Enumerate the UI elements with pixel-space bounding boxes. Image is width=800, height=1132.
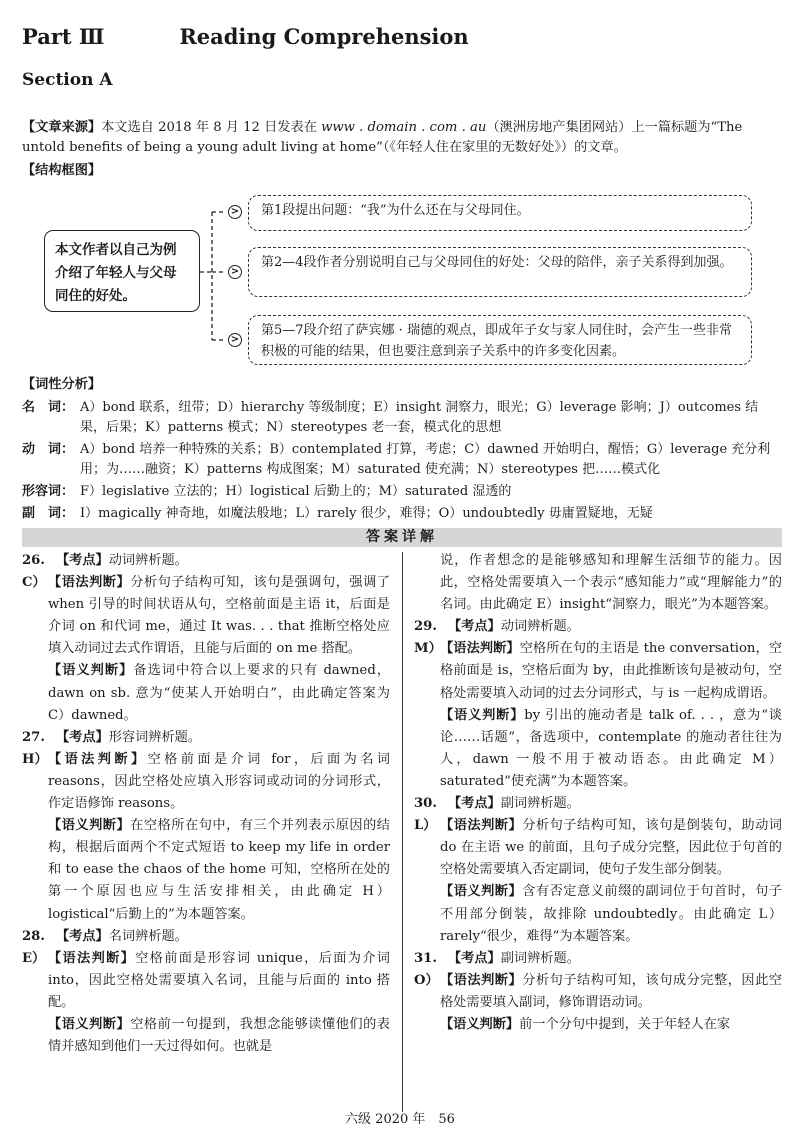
word-class-row-noun: [22, 398, 782, 438]
word-class-row-label: 名 词：: [22, 400, 75, 415]
question-31-topic: 31. 【考点】副词辨析题。: [414, 948, 782, 970]
question-30-semantic: 【语义判断】含有否定意义前缀的副词位于句首时，句子不用部分倒装，故排除 undoubtedly。由此确定 L）rarely“很少，难得”为本题答案。: [440, 884, 782, 944]
question-27-grammar: H） 【语法判断】空格前面是介词 for，后面为名词 reasons，因此空格处应填入形容词或动词的分词形式，作定语修饰 reasons。: [22, 749, 390, 815]
source-text-1: 本文选自 2018 年 8 月 12 日发表在: [101, 120, 322, 135]
question-30-topic: 30. 【考点】副词辨析题。: [414, 793, 782, 815]
answer-key: E）: [22, 950, 46, 966]
question-28-semantic: 【语义判断】空格前一句提到，我想念能够读懂他们的表情并感知到他们一天过得如何。也就是: [48, 1016, 390, 1055]
source-text-2: （澳洲房地产集团网站）上一篇标题为“The untold benefits of being a young adult living at home”（《年轻人住在家里的无数好处》）的文章。: [22, 120, 743, 155]
answer-column-right: [414, 550, 782, 1036]
arrow-right-icon: >: [228, 205, 242, 219]
source-label: 【文章来源】: [22, 120, 102, 135]
answer-column-left: [22, 550, 390, 1058]
question-27-semantic: 【语义判断】在空格所在句中，有三个并列表示原因的结构，根据后面两个不定式短语 to keep my life in order 和 to ease the chaos of the home 可知，空格所在处的第一个原因也应与生活安排相关，由此确定 H）logistical“后勤上的”为本题答案。: [48, 818, 390, 922]
word-class-row-label: 副 词：: [22, 506, 75, 521]
question-29-grammar: M） 【语法判断】空格所在句的主语是 the conversation，空格前面是 is，空格后面为 by，由此推断该句是被动句，空格处需要填入动词的过去分词形式，与 is 一起构成谓语。: [414, 638, 782, 704]
question-26-topic: 26. 【考点】动词辨析题。: [22, 550, 390, 572]
answer-key: C）: [22, 575, 46, 591]
answer-key: O）: [414, 972, 439, 988]
section-title: Section A: [22, 70, 113, 90]
page-footer: 六级 2020 年 56: [345, 1112, 455, 1127]
word-class-row-content: A）bond 培养一种特殊的关系；B）contemplated 打算，考虑；C）dawned 开始明白，醒悟；G）leverage 充分利用；为……融资；K）patterns 构成图案；M）saturated 使充满；N）stereotypes 把……模式化: [80, 442, 771, 477]
part-heading: [22, 24, 469, 49]
question-28-grammar: E） 【语法判断】空格前面是形容词 unique，后面为介词 into，因此空格处需要填入名词，且能与后面的 into 搭配。: [22, 948, 390, 1014]
word-class-row-content: I）magically 神奇地，如魔法般地；L）rarely 很少，难得；O）undoubtedly 毋庸置疑地，无疑: [80, 506, 653, 521]
part-label: Part Ⅲ: [22, 24, 105, 49]
question-26-semantic: 【语义判断】备选词中符合以上要求的只有 dawned，dawn on sb. 意为“使某人开始明白”，由此确定答案为 C）dawned。: [48, 663, 391, 723]
answer-key: H）: [22, 751, 48, 767]
question-29-topic: 29. 【考点】动词辨析题。: [414, 616, 782, 638]
word-class-row-label: 形容词：: [22, 484, 75, 499]
word-class-row-content: A）bond 联系，纽带；D）hierarchy 等级制度；E）insight 洞察力，眼光；G）leverage 影响；J）outcomes 结果，后果；K）patterns 模式；N）stereotypes 老一套，模式化的思想: [80, 400, 759, 435]
answer-key: M）: [414, 641, 442, 657]
source-url: www . domain . com . au: [321, 120, 487, 135]
question-number: 29.: [414, 619, 437, 635]
word-class-row-content: F）legislative 立法的；H）logistical 后勤上的；M）saturated 湿透的: [80, 484, 512, 499]
question-31-grammar: O） 【语法判断】分析句子结构可知，该句成分完整，因此空格处需要填入副词，修饰谓语动词。: [414, 970, 782, 1014]
part-title: Reading Comprehension: [179, 24, 469, 49]
answer-title: 答案详解: [22, 528, 782, 547]
word-class-label: 【词性分析】: [22, 377, 102, 392]
question-28-topic: 28. 【考点】名词辨析题。: [22, 926, 390, 948]
source-paragraph: [22, 118, 782, 158]
structure-box-1: 第1段提出问题：“我”为什么还在与父母同住。: [248, 195, 752, 231]
question-29-semantic: 【语义判断】by 引出的施动者是 talk of. . . ，意为“谈论……话题”，备选项中，contemplate 的施动者往往为人，dawn 一般不用于被动语态。由此确定 M）saturated“使充满”为本题答案。: [440, 707, 782, 789]
column-divider: [402, 552, 403, 1112]
question-28-semantic-continued: 说，作者想念的是能够感知和理解生活细节的能力。因此，空格处需要填入一个表示“感知能力”或“理解能力”的名词。由此确定 E）insight“洞察力，眼光”为本题答案。: [440, 553, 782, 613]
question-27-topic: 27. 【考点】形容词辨析题。: [22, 727, 390, 749]
question-number: 30.: [414, 796, 437, 812]
question-number: 27.: [22, 729, 45, 745]
structure-box-2: 第2—4段作者分别说明自己与父母同住的好处：父母的陪伴，亲子关系得到加强。: [248, 247, 752, 297]
structure-main-box: 本文作者以自己为例介绍了年轻人与父母同住的好处。: [44, 230, 200, 312]
question-30-grammar: L） 【语法判断】分析句子结构可知，该句是倒装句，助动词 do 在主语 we 的前面，且句子成分完整，因此位于句首的空格处需要填入否定副词，使句子发生部分倒装。: [414, 815, 782, 881]
word-class-row-adjective: [22, 482, 782, 502]
question-31-semantic: 【语义判断】前一个分句中提到，关于年轻人在家: [440, 1016, 731, 1032]
arrow-right-icon: >: [228, 333, 242, 347]
structure-label: 【结构框图】: [22, 163, 102, 178]
question-26-grammar: C） 【语法判断】分析句子结构可知，该句是强调句，强调了 when 引导的时间状语从句，空格前面是主语 it，后面是介词 on 和代词 me，通过 It was. . . that 推断空格处应填入动词过去式作谓语，且能与后面的 on me 搭配。: [22, 572, 390, 660]
word-class-row-adverb: [22, 504, 782, 524]
structure-box-3: 第5—7段介绍了萨宾娜 · 瑞德的观点，即成年子女与家人同住时，会产生一些非常积极的可能的结果，但也要注意到亲子关系中的许多变化因素。: [248, 315, 752, 365]
arrow-right-icon: >: [228, 265, 242, 279]
question-number: 28.: [22, 928, 45, 944]
question-number: 31.: [414, 950, 437, 966]
word-class-row-verb: [22, 440, 782, 480]
answer-key: L）: [414, 818, 437, 834]
question-number: 26.: [22, 553, 45, 568]
word-class-row-label: 动 词：: [22, 442, 75, 457]
